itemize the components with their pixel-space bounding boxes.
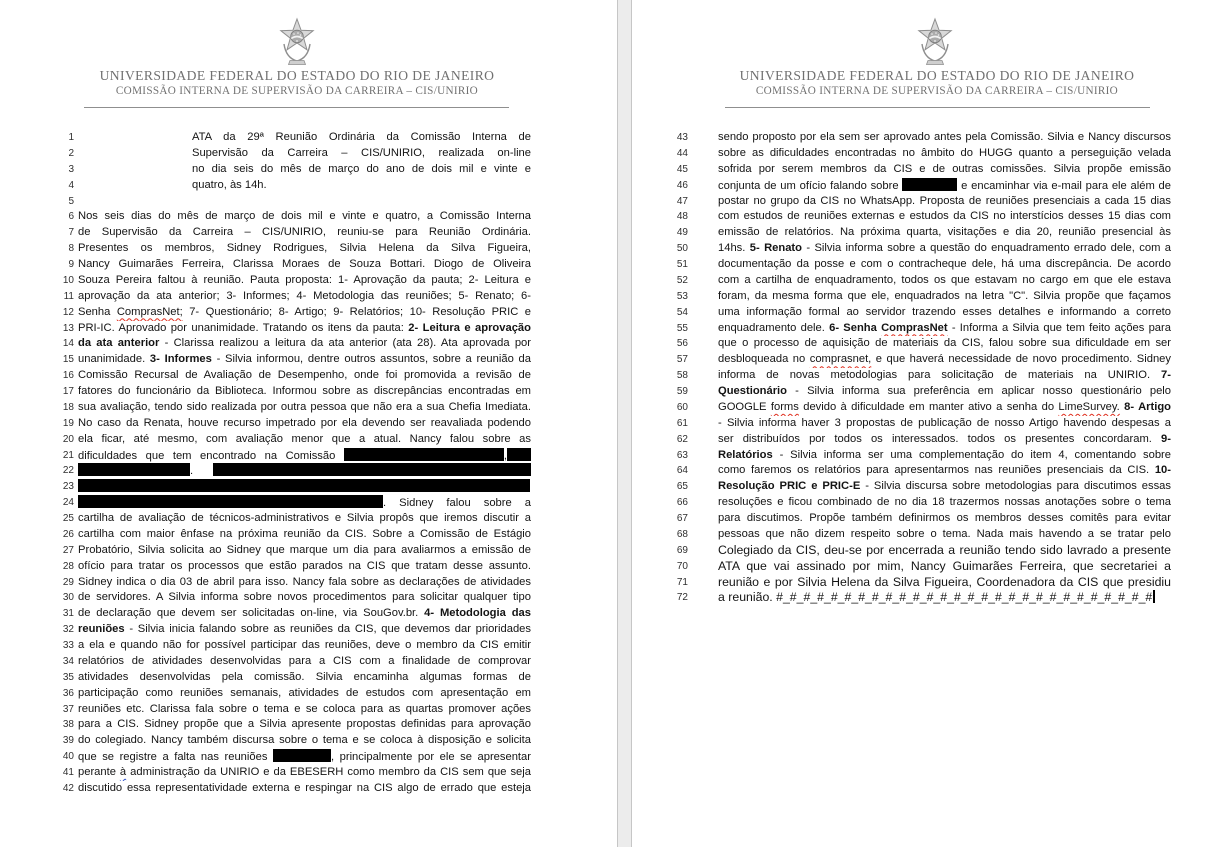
document-text: Nos seis dias do mês de março de dois mil e vinte e quatro, a Comissão Interna [78,210,531,223]
document-text: sua avaliação, tendo sido realizada por outra pessoa que não era a sua Chefia Imediata. [78,400,531,413]
line-number: 10 [62,274,74,286]
document-text: - Silvia discursa sobre metodologias para discutimos essas [860,480,1171,493]
redaction-bar [78,463,190,476]
document-text: que o processo de aquisição de materiais da CIS, falou sobre sua dificuldade em ser [718,337,1171,350]
line-number: 27 [62,544,74,556]
header-divider [84,107,509,108]
line-number: 51 [676,259,688,270]
redaction-bar [507,448,531,461]
document-text: de servidores. A Silvia informa sobre novos procedimentos para solicitar qualquer tipo [78,591,531,604]
document-text: reuniões etc. Clarissa fala sobre o tema e se coloca para as quartas promover ações [78,702,531,715]
document-text: - Silvia informa ser uma complementação do item 4, comentando sobre [772,448,1171,461]
redaction-bar [78,479,530,492]
document-text: #_#_#_#_#_#_#_#_#_#_#_#_#_#_#_#_#_#_#_#_#_#_#_#_#_#_#_# [776,590,1153,605]
document-text: 3- Informes [149,353,212,366]
document-line[interactable] [718,130,1171,146]
document-text: unanimidade. [78,353,150,366]
line-number: 26 [62,528,74,540]
document-line[interactable] [78,225,531,241]
document-text: de Supervisão da Carreira – CIS/UNIRIO, reuniu-se para Reunião Ordinária. [78,226,531,239]
line-number: 33 [62,640,74,651]
document-text: , [503,449,507,462]
line-number: 58 [676,370,688,382]
line-number: 53 [676,290,688,302]
document-line[interactable] [78,194,531,210]
document-text: e que haverá necessidade de novo procedimento. Sidney [871,353,1171,366]
document-text: Souza Pereira faltou à reunião. Pauta proposta: 1- Aprovação da pauta; 2- Leitura e [78,273,531,286]
line-number: 62 [676,433,688,445]
document-text: - Silvia informa sobre a questão do enquadramento errado dele, com a [801,242,1171,255]
document-text: cartilha de avaliação de técnicos-administrativos e Silvia propôs que iremos discutir a [78,512,531,524]
line-number: 67 [676,513,688,524]
line-number: 16 [62,370,74,382]
document-text: . [190,465,213,478]
line-number: 21 [62,449,74,461]
header-university-name: UNIVERSIDADE FEDERAL DO ESTADO DO RIO DE JANEIRO [99,68,495,83]
document-text: reunião e por Silvia Helena da Silva Figueira, Coordenadora da CIS que presidiu [718,574,1171,589]
document-text: - Silvia inicia falando sobre as reuniões da CIS, que devemos dar prioridades [124,623,531,636]
document-line[interactable] [78,162,531,178]
document-line[interactable] [78,432,531,448]
document-text: resoluções e ficou combinado de no dia 18 trazermos nossas anotações sobre o tema [718,496,1171,509]
document-text: GOOGLE [718,400,771,413]
document-text: relatórios de atividades desenvolvidas para a CIS com a finalidade de comprovar [78,654,531,667]
document-line[interactable] [718,257,1171,273]
document-text: 9- [1161,432,1171,445]
line-number: 41 [62,767,74,778]
line-number: 59 [676,386,688,397]
line-number: 2 [68,147,74,159]
document-line[interactable] [78,448,531,464]
document-text: para discutimos. Propõe também definirmos os membros desses comitês para evitar [718,512,1171,524]
document-text: Senha [78,305,117,318]
line-number: 18 [62,401,74,413]
document-text: sobre as dificuldades encontradas no âmbito do HUGG quanto a perseguição velada [718,146,1171,159]
document-line[interactable] [718,432,1171,448]
line-number: 37 [62,703,74,715]
line-number: 57 [676,354,688,366]
document-line[interactable] [78,749,531,765]
document-line[interactable] [718,241,1171,257]
document-text: . Sidney falou sobre a [383,497,531,510]
document-line[interactable] [78,765,531,781]
document-text: que se registre a falta nas reuniões [78,751,273,764]
line-number: 46 [676,179,688,191]
document-line[interactable] [718,575,1171,591]
document-text: , principalmente por ele se apresentar [330,751,531,764]
document-text: conjunta de um ofício falando sobre [718,179,903,192]
line-number: 49 [676,227,688,239]
document-line[interactable] [78,606,531,622]
document-text: postar no grupo da CIS no WhatsApp. Proposta de reuniões presenciais a cada 15 dias [718,194,1171,207]
line-number: 11 [63,290,74,302]
document-line[interactable] [78,352,531,368]
spellcheck-flagged-text: ComprasNet; [116,305,183,318]
document-text: participação como reuniões semanais, atividades de estudos com apresentação em [78,686,531,699]
document-line[interactable] [718,321,1171,337]
document-line[interactable] [78,654,531,670]
document-text: - Informa a Silvia que tem feito ações para [947,321,1171,334]
line-number: 35 [62,671,74,683]
brazil-coat-of-arms-icon [915,16,955,68]
document-line[interactable] [718,209,1171,225]
document-text: da ata anterior [78,337,160,350]
line-number: 13 [62,322,74,334]
line-number: 47 [676,195,688,207]
document-text: foram, da mesma forma que ele, enquadrados na letra "C". Silvia propõe que façamos [718,289,1171,302]
document-line[interactable] [718,479,1171,495]
document-line[interactable] [78,543,531,559]
document-text: uma informação formal ao servidor trazendo esses detalhes e informando a correto [718,305,1171,318]
document-line[interactable] [78,590,531,606]
line-number: 43 [676,132,688,143]
redaction-bar [344,448,504,461]
document-text: a reunião. [718,590,777,605]
line-number: 38 [62,719,74,731]
line-number: 20 [62,433,74,445]
line-number: 15 [62,354,74,366]
spellcheck-flagged-text: forms [770,400,799,413]
document-text: desbloqueada no [718,353,810,366]
document-text: 7- [1161,369,1171,382]
document-text: quatro, às 14h. [192,178,267,191]
document-text: devido à dificuldade em manter ativo a senha do [798,400,1059,413]
line-number: 40 [62,751,74,763]
redaction-bar [213,463,531,476]
document-line[interactable] [718,400,1171,416]
document-text: - Silvia informa haver 3 propostas de publicação de nosso Artigo havendo despesas a [718,416,1171,429]
document-text: Supervisão da Carreira – CIS/UNIRIO, realizada on-line [192,146,531,159]
document-text: 10- [1154,464,1171,477]
document-text: 5- Renato [749,242,802,255]
document-line[interactable] [78,686,531,702]
line-number: 52 [676,274,688,286]
document-text: como faremos os relatórios para apresentarmos nas reuniões presenciais da CIS. [718,464,1155,477]
document-line[interactable] [78,495,531,511]
document-line[interactable] [78,463,531,479]
line-number: 66 [676,497,688,509]
document-text: ela ficar, até mesmo, com avaliação menor que a atual. Nancy falou sobre as [78,432,531,445]
document-line[interactable] [718,225,1171,241]
document-text: no dia seis do mês de março do ano de dois mil e vinte e [192,162,531,175]
document-line[interactable] [78,178,531,194]
spellcheck-flagged-text: comprasnet, [809,353,872,366]
line-number: 12 [62,306,74,318]
line-number: 50 [676,243,688,255]
document-line[interactable] [718,543,1171,559]
document-line[interactable] [718,511,1171,527]
document-line[interactable] [78,305,531,321]
line-number: 54 [676,306,688,318]
document-text: informa de novas metodologias para solicitação de materiais na UNIRIO. [718,369,1162,382]
line-number: 36 [62,687,74,699]
document-line[interactable] [78,400,531,416]
document-line[interactable] [78,527,531,543]
document-line[interactable] [78,781,531,797]
document-text: emissão de relatórios. Na próxima quarta, visitações e dia 20, reunião presencial às [718,226,1171,239]
document-line[interactable] [78,368,531,384]
document-text: 8- Artigo [1124,400,1171,413]
line-number: 70 [676,560,688,572]
document-line[interactable] [718,384,1171,400]
document-text: com estudos de reuniões externas e estudos da CIS no interstícios desses 15 dias com [718,210,1171,223]
document-line[interactable] [78,289,531,305]
brazil-coat-of-arms-icon [277,16,317,68]
document-line[interactable] [78,273,531,289]
document-text: 7- Questionário; 8- Artigo; 9- Relatórios; 10- Resolução PRIC e [182,305,531,318]
document-text: fatores do funcionário da Biblioteca. Informou sobre as discrepâncias encontradas em [78,385,531,397]
document-text: - Silvia informou, dentre outros assuntos, sobre a reunião da [211,353,531,366]
line-number: 34 [62,655,74,667]
document-line[interactable] [78,702,531,718]
line-number: 32 [62,624,74,636]
document-text: PRI-IC. Aprovado por unanimidade. Tratando os itens da pauta: [78,321,409,334]
document-line[interactable] [78,209,531,225]
line-number: 68 [676,528,688,540]
document-text: - Silvia informa sua preferência em aplicar nosso questionário pelo [787,385,1171,397]
document-line[interactable] [718,448,1171,464]
line-number: 55 [676,322,688,334]
document-text: aprovação da ata anterior; 3- Informes; 4- Metodologia das reuniões; 5- Renato; 6- [78,289,531,302]
document-text: ATA da 29ª Reunião Ordinária da Comissão Interna de [192,131,531,143]
document-text: 2- Leitura e aprovação [408,321,531,334]
page-2 [632,0,1218,847]
document-text: com a cartilha de enquadramento, todos os que estavam no cargo em que ele estava [718,273,1171,286]
line-number-column [652,130,688,606]
page-gap [617,0,632,847]
document-line[interactable] [78,511,531,527]
document-text: discutido essa representatividade externa e respingar na CIS algo de errado que esteja [78,781,531,794]
document-text: administração da UNIRIO e da EBESERH como membro da CIS sem que seja [126,766,531,778]
line-number-column [38,130,74,797]
document-line[interactable] [718,495,1171,511]
document-line[interactable] [78,146,531,162]
document-line[interactable] [718,162,1171,178]
document-text: 4- Metodologia das [424,607,531,620]
document-line[interactable] [718,194,1171,210]
document-text: Sidney indica o dia 03 de abril para isso. Nancy fala sobre as declarações de atividades [78,575,531,588]
line-number: 6 [68,211,74,223]
document-text: perante [78,766,120,778]
document-text: - Clarissa realizou a leitura da ata anterior (ata 28). Ata aprovada por [159,337,531,350]
document-text: Resolução PRIC e PRIC-E [718,480,861,493]
line-number: 69 [676,544,688,556]
spellcheck-flagged-text: à [119,766,127,778]
document-text: e encaminhar via e-mail para ele além de [957,179,1171,192]
document-text: reuniões [78,623,125,636]
document-text: Probatório, Silvia solicita ao Sidney que marque um dia para avaliarmos a emissão de [78,543,531,556]
document-line[interactable] [718,336,1171,352]
line-number: 45 [676,163,688,175]
document-line[interactable] [718,289,1171,305]
document-text: de declaração que devem ser solicitadas on-line, via SouGov.br. [78,607,425,620]
line-number: 39 [62,735,74,747]
line-number: 19 [62,417,74,429]
line-number: 61 [676,417,688,429]
text-cursor [1153,590,1155,603]
line-number: 8 [68,243,74,255]
document-line[interactable] [78,321,531,337]
header-divider [725,107,1150,108]
document-text: ser distribuídos por todos os interessados. todos os presentes concordaram. [718,432,1162,445]
document-text: cartilha com maior ênfase na próxima reunião da CIS. Sobre a Comissão de Estágio [78,527,531,540]
document-text: ATA que vai assinado por mim, Nancy Guimarães Ferreira, que secretariei a [718,558,1171,573]
document-line[interactable] [718,559,1171,575]
document-text: a ela e quando não for possível participar das reuniões, deve o membro da CIS emitir [78,639,531,651]
document-line[interactable] [718,273,1171,289]
document-text: atividades desenvolvidas pela comissão. Silvia encaminha algumas formas de [78,670,531,683]
document-line[interactable] [78,257,531,273]
line-number: 44 [676,147,688,159]
document-text-column[interactable] [78,130,531,797]
line-number: 3 [68,163,74,175]
document-text: do colegiado. Nancy também discursa sobre o tema e se coloca à disposição e solicita [78,734,531,747]
line-number: 64 [676,465,688,477]
document-line[interactable] [78,479,531,495]
line-number: 56 [676,338,688,350]
line-number: 42 [62,782,74,794]
document-text: sendo proposto por ela sem ser aprovado antes pela Comissão. Silvia e Nancy discursos [718,131,1171,143]
document-text: 6- Senha [829,321,882,334]
document-text: Comissão Recursal de Avaliação de Desempenho, onde foi promovida a revisão de [78,369,531,382]
line-number: 24 [62,497,74,509]
line-number: 22 [62,465,74,477]
document-text: sofrida por serem membros da CIS e de outras comissões. Silvia propõe emissão [718,162,1171,175]
document-text: pessoas que não dizem respeito sobre o tema. Nada mais havendo a se tratar pelo [718,527,1171,540]
line-number: 29 [62,576,74,588]
document-line[interactable] [718,368,1171,384]
redaction-bar [902,178,957,191]
line-number: 71 [676,576,688,588]
line-number: 4 [68,179,74,191]
document-text: No caso da Renata, houve recurso impetrado por ela devendo ser reavaliada podendo [78,416,531,429]
line-number: 72 [676,592,688,604]
document-text: Questionário [718,385,787,397]
line-number: 1 [68,132,74,143]
document-line[interactable] [78,622,531,638]
header-commission-name: COMISSÃO INTERNA DE SUPERVISÃO DA CARREIRA – CIS/UNIRIO [755,85,1119,97]
document-line[interactable] [78,384,531,400]
document-line[interactable] [78,130,531,146]
document-line[interactable] [78,416,531,432]
line-number: 28 [62,560,74,572]
document-text: ofício para tratar os processos que estão parados na CIS que tratam desse assunto. [78,559,531,572]
document-line[interactable] [718,352,1171,368]
document-line[interactable] [718,178,1171,194]
document-line[interactable] [718,305,1171,321]
document-line[interactable] [78,717,531,733]
document-text: Relatórios [718,448,773,461]
header-university-name: UNIVERSIDADE FEDERAL DO ESTADO DO RIO DE JANEIRO [739,68,1135,83]
document-line[interactable] [718,527,1171,543]
document-text: para a CIS. Sidney propõe que a Silvia apresente propostas definidas para aprovação [78,718,531,731]
document-line[interactable] [718,146,1171,162]
document-line[interactable] [78,575,531,591]
line-number: 63 [676,449,688,461]
line-number: 23 [62,481,74,493]
line-number: 25 [62,513,74,524]
redaction-bar [78,495,383,508]
document-text-column[interactable] [718,130,1171,606]
redaction-bar [273,749,331,762]
spellcheck-flagged-text: ComprasNet [881,321,948,334]
document-text: dificuldades que tem encontrado na Comissão [78,449,344,462]
spellcheck-flagged-text: LimeSurvey. [1058,400,1120,413]
line-number: 60 [676,401,688,413]
line-number: 48 [676,211,688,223]
document-line[interactable] [78,559,531,575]
document-line[interactable] [78,241,531,257]
line-number: 9 [68,259,74,270]
line-number: 30 [62,592,74,604]
header-commission-name: COMISSÃO INTERNA DE SUPERVISÃO DA CARREIRA – CIS/UNIRIO [115,85,479,97]
document-line[interactable] [78,670,531,686]
document-line[interactable] [718,590,1171,606]
document-text: Colegiado da CIS, deu-se por encerrada a reunião tendo sido lavrado a presente [718,542,1171,557]
document-text: enquadramento dele. [718,321,830,334]
line-number: 31 [62,608,74,620]
document-text: 14hs. [718,242,750,255]
line-number: 14 [62,338,74,350]
document-line[interactable] [718,463,1171,479]
document-line[interactable] [78,733,531,749]
document-line[interactable] [78,336,531,352]
document-line[interactable] [78,638,531,654]
line-number: 7 [68,227,74,239]
document-text: Nancy Guimarães Ferreira, Clarissa Moraes de Souza Bottari. Diogo de Oliveira [78,258,531,270]
line-number: 17 [62,386,74,397]
line-number: 65 [676,481,688,493]
document-line[interactable] [718,416,1171,432]
line-number: 5 [68,195,74,207]
document-text: Presentes os membros, Sidney Rodrigues, Silvia Helena da Silva Figueira, [78,242,531,255]
document-text: documentação da posse e com o contracheque dele, há uma discrepância. De acordo [718,258,1171,270]
